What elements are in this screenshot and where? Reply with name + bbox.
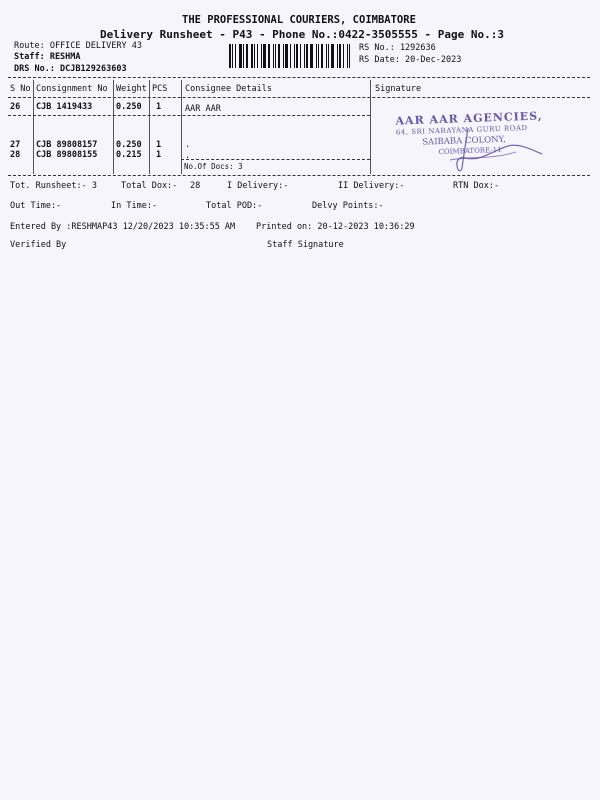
- barcode-bar: [321, 44, 323, 68]
- total-dox-label: Total Dox:-: [121, 181, 178, 191]
- docs-divider: [181, 159, 370, 160]
- barcode-bar: [283, 44, 284, 68]
- out-time: Out Time:-: [10, 201, 62, 211]
- barcode-bar: [268, 44, 270, 68]
- barcode-bar: [328, 44, 329, 68]
- barcode-bar: [347, 44, 348, 68]
- staff-signature: Staff Signature: [267, 240, 344, 250]
- barcode: [229, 44, 352, 68]
- barcode-bar: [290, 44, 291, 68]
- barcode-bar: [294, 44, 295, 68]
- row-weight: 0.215: [116, 150, 142, 160]
- stamp-line: AAR AAR AGENCIES,: [395, 109, 543, 128]
- barcode-bar: [229, 44, 231, 68]
- row-divider: [8, 115, 370, 116]
- row-sno: 28: [10, 150, 21, 160]
- col-header-weight: Weight: [116, 84, 147, 94]
- no-of-docs: No.Of Docs: 3: [184, 162, 243, 171]
- table-bottom-divider: [8, 175, 590, 176]
- staff-label: Staff: RESHMA: [14, 52, 81, 62]
- row-sno: 26: [10, 102, 21, 112]
- barcode-bar: [261, 44, 262, 68]
- row-pcs: 1: [156, 140, 162, 150]
- i-delivery: I Delivery:-: [227, 181, 289, 191]
- barcode-bar: [306, 44, 308, 68]
- barcode-bar: [316, 44, 317, 68]
- col-separator: [370, 80, 371, 174]
- col-separator: [33, 80, 34, 174]
- barcode-bar: [339, 44, 341, 68]
- row-consignee: AAR AAR: [185, 104, 221, 114]
- total-pod: Total POD:-: [206, 201, 263, 211]
- barcode-bar: [251, 44, 253, 68]
- drs-number: DRS No.: DCJB129263603: [14, 64, 127, 74]
- barcode-bar: [349, 44, 350, 68]
- total-dox-value: 28: [190, 181, 201, 191]
- verified-by: Verified By: [10, 240, 67, 250]
- header-divider: [8, 97, 590, 98]
- row-consignee: .: [185, 151, 191, 161]
- col-header-sno: S No: [10, 84, 31, 94]
- entered-by: Entered By :RESHMAP43 12/20/2023 10:35:55 AM: [10, 222, 236, 232]
- barcode-bar: [285, 44, 288, 68]
- row-pcs: 1: [156, 150, 162, 160]
- rtn-dox: RTN Dox:-: [453, 181, 500, 191]
- barcode-bar: [235, 44, 236, 68]
- delvy-points: Delvy Points:-: [312, 201, 384, 211]
- rs-number: RS No.: 1292636: [359, 43, 436, 53]
- stamp-line: COIMBATORE-11: [438, 145, 502, 157]
- barcode-bar: [331, 44, 334, 68]
- col-header-consignment: Consignment No: [36, 84, 108, 94]
- signature-scribble: [420, 120, 560, 178]
- stamp-line: 64, SRI NARAYANA GURU ROAD: [395, 123, 528, 137]
- barcode-bar: [343, 44, 344, 68]
- stamp-line: SAIBABA COLONY,: [422, 134, 506, 148]
- barcode-bar: [304, 44, 305, 68]
- row-sno: 27: [10, 140, 21, 150]
- barcode-bar: [278, 44, 280, 68]
- row-pcs: 1: [156, 102, 162, 112]
- barcode-bar: [254, 44, 255, 68]
- tot-runsheet: Tot. Runsheet:- 3: [10, 181, 97, 191]
- barcode-bar: [263, 44, 266, 68]
- barcode-bar: [246, 44, 248, 68]
- barcode-bar: [318, 44, 319, 68]
- ii-delivery: II Delivery:-: [338, 181, 405, 191]
- col-header-pcs: PCS: [152, 84, 168, 94]
- barcode-bar: [275, 44, 276, 68]
- row-consignee: .: [185, 140, 191, 150]
- row-weight: 0.250: [116, 140, 142, 150]
- barcode-bar: [296, 44, 298, 68]
- barcode-bar: [300, 44, 301, 68]
- runsheet-title: Delivery Runsheet - P43 - Phone No.:0422-3505555 - Page No.:3: [100, 28, 504, 41]
- barcode-bar: [243, 44, 244, 68]
- barcode-bar: [326, 44, 327, 68]
- col-header-signature: Signature: [375, 84, 422, 94]
- barcode-bar: [310, 44, 313, 68]
- rs-date: RS Date: 20-Dec-2023: [359, 55, 462, 65]
- company-title: THE PROFESSIONAL COURIERS, COIMBATORE: [182, 14, 416, 26]
- barcode-bar: [273, 44, 274, 68]
- col-separator: [113, 80, 114, 174]
- col-separator: [149, 80, 150, 174]
- barcode-bar: [337, 44, 338, 68]
- row-consignment: CJB 89808155: [36, 150, 98, 160]
- route-label: Route: OFFICE DELIVERY 43: [14, 41, 142, 51]
- table-top-divider: [8, 77, 590, 78]
- barcode-bar: [232, 44, 233, 68]
- printed-on: Printed on: 20-12-2023 10:36:29: [256, 222, 415, 232]
- barcode-bar: [257, 44, 258, 68]
- row-weight: 0.250: [116, 102, 142, 112]
- col-header-consignee: Consignee Details: [185, 84, 272, 94]
- row-consignment: CJB 89808157: [36, 140, 98, 150]
- row-consignment: CJB 1419433: [36, 102, 93, 112]
- barcode-bar: [239, 44, 242, 68]
- in-time: In Time:-: [111, 201, 158, 211]
